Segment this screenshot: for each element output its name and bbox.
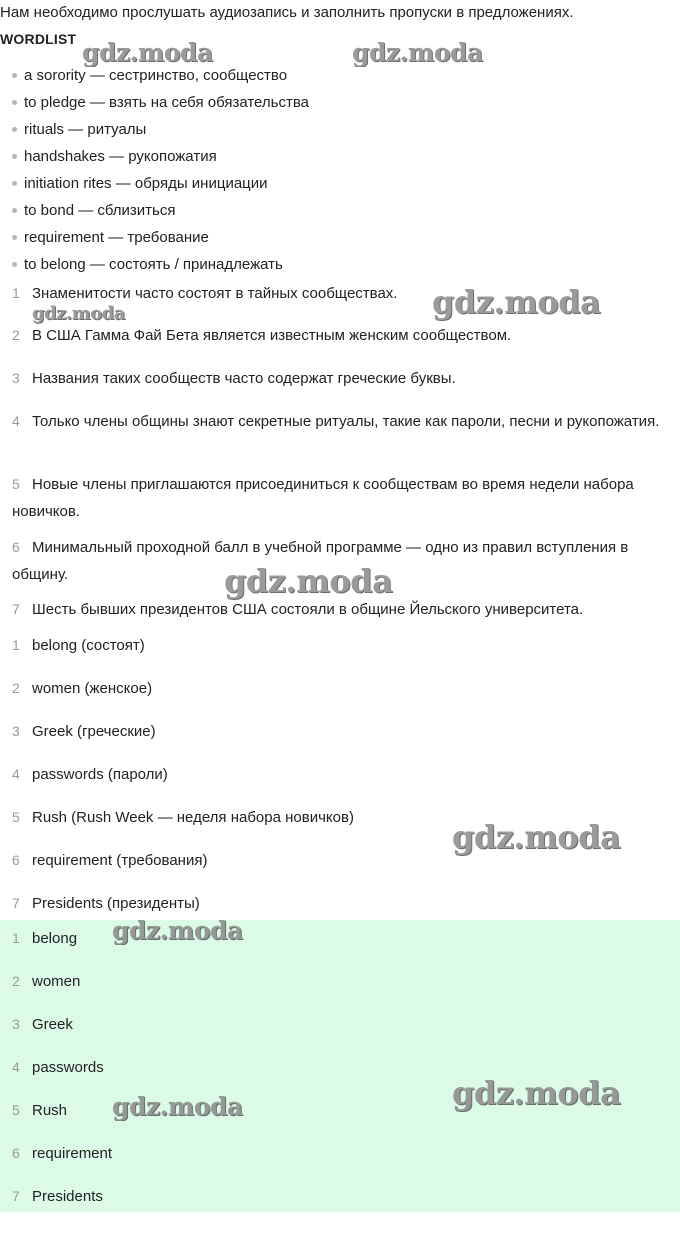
wordlist-item: [12, 256, 283, 273]
bullet-icon: [12, 262, 17, 267]
wordlist-item-text: to pledge — взять на себя обязательства: [24, 94, 309, 111]
row-number: 5: [12, 1102, 20, 1118]
row-text: Названия таких сообществ часто содержат греческие буквы.: [32, 370, 456, 387]
row-number: 7: [12, 1188, 20, 1204]
row-text: belong: [32, 930, 78, 947]
wordlist-item: [12, 121, 146, 138]
row-text: requirement (требования): [32, 852, 208, 869]
row-number: 3: [12, 723, 20, 739]
bullet-icon: [12, 73, 17, 78]
row-number: 5: [12, 476, 20, 492]
watermark: gdz.moda: [32, 303, 125, 324]
row-number: 7: [12, 895, 20, 911]
answer-row: [12, 968, 680, 995]
bullet-icon: [12, 127, 17, 132]
wordlist-item: [12, 175, 268, 192]
wordlist-item: [12, 67, 287, 84]
bullet-icon: [12, 100, 17, 105]
intro-text: Нам необходимо прослушать аудиозапись и заполнить пропуски в предложениях.: [0, 4, 574, 21]
answer-row: [12, 1011, 680, 1038]
row-text: women (женское): [32, 680, 153, 697]
row-number: 5: [12, 809, 20, 825]
row-text: belong (состоят): [32, 637, 145, 654]
translation-row: [12, 365, 680, 392]
watermark: gdz.moda: [224, 562, 393, 600]
translation-row: [12, 322, 680, 349]
answer-row: [12, 1183, 680, 1210]
row-text: Rush (Rush Week — неделя набора новичков): [32, 809, 354, 826]
wordlist-item-text: a sorority — сестринство, сообщество: [24, 67, 288, 84]
row-text: Минимальный проходной балл в учебной программе — одно из правил вступления в общину.: [12, 539, 629, 583]
bullet-icon: [12, 235, 17, 240]
row-number: 3: [12, 1016, 20, 1032]
row-text: Шесть бывших президентов США состояли в общине Йельского университета.: [32, 601, 584, 618]
wordlist-item-text: to bond — сблизиться: [24, 202, 176, 219]
translation-row: [12, 408, 680, 435]
row-text: Rush: [32, 1102, 68, 1119]
wordlist-item: [12, 202, 176, 219]
bullet-icon: [12, 181, 17, 186]
row-text: Только члены общины знают секретные ритуалы, такие как пароли, песни и рукопожатия.: [32, 413, 660, 430]
answer-explained-row: [12, 718, 680, 745]
wordlist-item-text: rituals — ритуалы: [24, 121, 147, 138]
row-number: 1: [12, 637, 20, 653]
bullet-icon: [12, 208, 17, 213]
wordlist-item: [12, 229, 209, 246]
row-number: 2: [12, 973, 20, 989]
row-number: 2: [12, 680, 20, 696]
row-number: 4: [12, 766, 20, 782]
row-text: passwords: [32, 1059, 104, 1076]
row-number: 1: [12, 285, 20, 301]
wordlist-item-text: requirement — требование: [24, 229, 209, 246]
row-text: Greek: [32, 1016, 73, 1033]
row-number: 7: [12, 601, 20, 617]
row-number: 2: [12, 327, 20, 343]
row-text: passwords (пароли): [32, 766, 168, 783]
answer-explained-row: [12, 890, 680, 917]
row-text: Presidents (президенты): [32, 895, 200, 912]
row-number: 4: [12, 1059, 20, 1075]
answer-explained-row: [12, 675, 680, 702]
wordlist-item-text: to belong — состоять / принадлежать: [24, 256, 283, 273]
row-text: Знаменитости часто состоят в тайных сообществах.: [32, 285, 398, 302]
answer-row: [12, 1140, 680, 1167]
watermark: gdz.moda: [352, 38, 483, 67]
row-text: Presidents: [32, 1188, 103, 1205]
translation-row: [12, 471, 680, 525]
watermark: gdz.moda: [432, 283, 601, 321]
row-text: requirement: [32, 1145, 113, 1162]
row-number: 3: [12, 370, 20, 386]
row-text: В США Гамма Фай Бета является известным женским сообществом.: [32, 327, 512, 344]
row-number: 1: [12, 930, 20, 946]
row-number: 6: [12, 852, 20, 868]
watermark: gdz.moda: [452, 818, 621, 856]
answer-explained-row: [12, 632, 680, 659]
row-number: 6: [12, 539, 20, 555]
row-text: Новые члены приглашаются присоединиться к сообществам во время недели набора новичков.: [12, 476, 634, 520]
row-text: women: [32, 973, 81, 990]
row-text: Greek (греческие): [32, 723, 156, 740]
row-number: 4: [12, 413, 20, 429]
wordlist-item-text: handshakes — рукопожатия: [24, 148, 217, 165]
row-number: 6: [12, 1145, 20, 1161]
translation-row: [12, 596, 680, 623]
watermark: gdz.moda: [82, 38, 213, 67]
watermark: gdz.moda: [112, 1092, 243, 1121]
wordlist-item: [12, 148, 217, 165]
wordlist-title: WORDLIST: [0, 31, 77, 47]
watermark: gdz.moda: [452, 1074, 621, 1112]
bullet-icon: [12, 154, 17, 159]
watermark: gdz.moda: [112, 916, 243, 945]
wordlist-item: [12, 94, 309, 111]
answer-explained-row: [12, 761, 680, 788]
wordlist-item-text: initiation rites — обряды инициации: [24, 175, 268, 192]
